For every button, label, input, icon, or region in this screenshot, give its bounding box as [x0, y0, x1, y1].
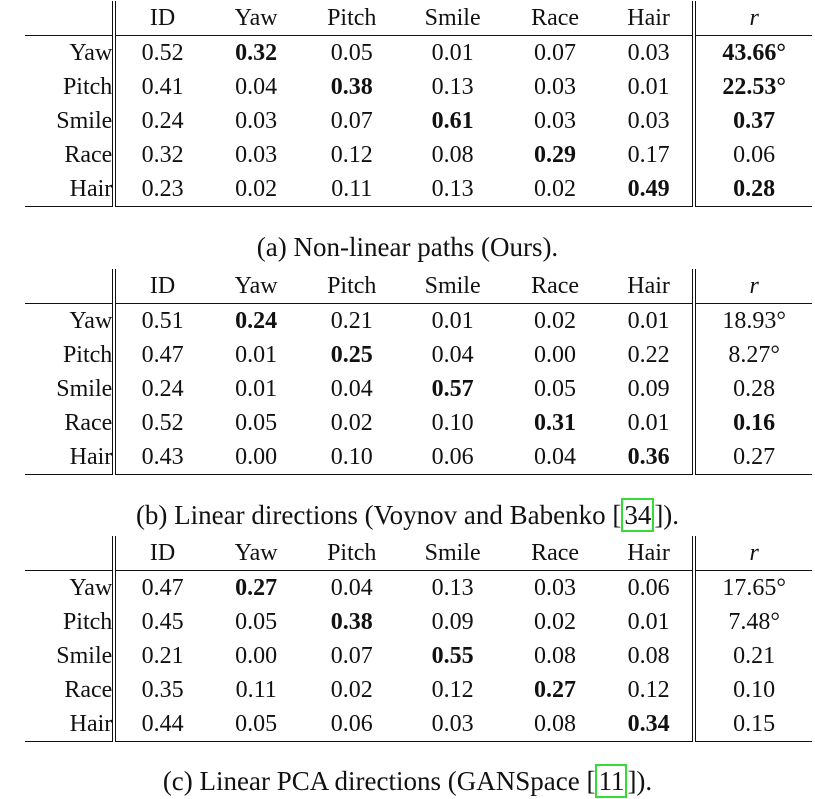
row-label: Pitch: [25, 605, 114, 639]
table-row: [25, 440, 812, 475]
table-cell-race: 0.02: [534, 308, 577, 334]
caption-text-end: ]).: [654, 500, 680, 530]
table-cell-pitch: 0.38: [330, 74, 373, 100]
table-cell-r: 0.15: [694, 707, 812, 742]
results-table: [25, 1, 812, 207]
table-row: [25, 605, 812, 639]
header-row: [25, 269, 812, 304]
table-row: [25, 36, 812, 71]
table-block-b: [0, 269, 815, 475]
table-cell-pitch: 0.25: [330, 342, 373, 368]
table-cell-race: 0.05: [534, 376, 577, 402]
table-cell-race: 0.04: [505, 440, 605, 475]
table-cell-id: 0.47: [141, 342, 184, 368]
table-cell-race: 0.07: [534, 40, 577, 66]
row-label: Race: [25, 673, 114, 707]
table-row: [25, 571, 812, 606]
table-cell-smile: 0.13: [431, 74, 474, 100]
table-cell-pitch: 0.04: [330, 376, 373, 402]
table-row: [25, 673, 812, 707]
table-cell-yaw: 0.00: [235, 643, 278, 669]
column-header-row-label: [25, 269, 114, 304]
table-cell-pitch: 0.05: [330, 40, 373, 66]
table-cell-yaw: 0.03: [235, 108, 278, 134]
table-cell-hair: 0.06: [627, 575, 670, 601]
row-label: Hair: [25, 172, 114, 207]
table-cell-pitch: 0.04: [330, 575, 373, 601]
table-cell-id: 0.47: [141, 575, 184, 601]
column-header-col-r: r: [694, 536, 812, 571]
table-cell-yaw: 0.03: [235, 142, 278, 168]
column-header-col-yaw: Yaw: [209, 1, 304, 36]
table-cell-yaw: 0.04: [235, 74, 278, 100]
table-cell-yaw: 0.02: [209, 172, 304, 207]
table-cell-smile: 0.04: [431, 342, 474, 368]
table-cell-id: 0.52: [141, 410, 184, 436]
table-cell-hair: 0.01: [627, 308, 670, 334]
table-cell-id: 0.24: [141, 376, 184, 402]
row-label: Pitch: [25, 70, 114, 104]
table-cell-r: 22.53°: [694, 70, 812, 104]
citation-link[interactable]: 34: [621, 498, 654, 532]
table-cell-yaw: 0.05: [235, 410, 278, 436]
table-cell-smile: 0.01: [431, 308, 474, 334]
table-cell-r: 0.37: [694, 104, 812, 138]
table-cell-hair: 0.12: [627, 677, 670, 703]
table-cell-r: 0.10: [694, 673, 812, 707]
table-row: [25, 70, 812, 104]
table-cell-pitch: 0.07: [330, 108, 373, 134]
table-cell-hair: 0.01: [627, 410, 670, 436]
caption-text: (a) Non-linear paths (Ours).: [256, 232, 559, 262]
column-header-row-label: [25, 536, 114, 571]
table-cell-race: 0.08: [505, 707, 605, 742]
table-cell-smile: 0.10: [431, 410, 474, 436]
table-cell-yaw: 0.01: [235, 376, 278, 402]
caption-c: [0, 764, 815, 798]
column-header-col-pitch: Pitch: [303, 536, 400, 571]
caption-b: [0, 498, 815, 532]
table-row: [25, 304, 812, 339]
table-cell-hair: 0.09: [627, 376, 670, 402]
column-header-col-race: Race: [505, 269, 605, 304]
table-cell-race: 0.00: [534, 342, 577, 368]
table-cell-smile: 0.55: [431, 643, 474, 669]
table-cell-yaw: 0.05: [209, 707, 304, 742]
table-row: [25, 406, 812, 440]
table-row: [25, 138, 812, 172]
table-cell-id: 0.44: [114, 707, 209, 742]
caption-a: [0, 230, 815, 264]
table-cell-smile: 0.08: [431, 142, 474, 168]
table-cell-r: 0.28: [694, 172, 812, 207]
table-cell-hair: 0.34: [605, 707, 694, 742]
table-cell-race: 0.02: [505, 172, 605, 207]
table-row: [25, 104, 812, 138]
table-cell-race: 0.31: [534, 410, 577, 436]
row-label: Pitch: [25, 338, 114, 372]
table-cell-id: 0.43: [114, 440, 209, 475]
table-cell-id: 0.21: [141, 643, 184, 669]
table-cell-r: 0.16: [694, 406, 812, 440]
table-cell-smile: 0.12: [431, 677, 474, 703]
column-header-col-id: ID: [114, 1, 209, 36]
table-cell-yaw: 0.01: [235, 342, 278, 368]
column-header-col-smile: Smile: [400, 536, 505, 571]
table-cell-id: 0.41: [141, 74, 184, 100]
table-cell-smile: 0.61: [431, 108, 474, 134]
table-cell-pitch: 0.21: [330, 308, 373, 334]
column-header-col-yaw: Yaw: [209, 536, 304, 571]
table-block-a: [0, 1, 815, 207]
table-cell-pitch: 0.06: [303, 707, 400, 742]
table-cell-hair: 0.01: [627, 74, 670, 100]
column-header-col-pitch: Pitch: [303, 1, 400, 36]
table-cell-pitch: 0.11: [303, 172, 400, 207]
column-header-col-id: ID: [114, 269, 209, 304]
table-cell-pitch: 0.12: [330, 142, 373, 168]
header-row: [25, 1, 812, 36]
results-table: [25, 269, 812, 475]
table-cell-id: 0.23: [114, 172, 209, 207]
table-cell-yaw: 0.11: [235, 677, 277, 703]
table-cell-r: 0.21: [694, 639, 812, 673]
table-cell-race: 0.27: [534, 677, 577, 703]
table-cell-yaw: 0.24: [235, 308, 278, 334]
table-cell-pitch: 0.38: [330, 609, 373, 635]
row-label: Smile: [25, 639, 114, 673]
row-label: Smile: [25, 372, 114, 406]
column-header-col-race: Race: [505, 536, 605, 571]
table-cell-race: 0.29: [534, 142, 577, 168]
table-cell-r: 0.06: [694, 138, 812, 172]
caption-text: (b) Linear directions (Voynov and Babenko [: [135, 500, 622, 530]
table-cell-yaw: 0.27: [235, 575, 278, 601]
table-cell-r: 18.93°: [694, 304, 812, 339]
caption-text: (c) Linear PCA directions (GANSpace [: [162, 766, 596, 796]
row-label: Hair: [25, 440, 114, 475]
table-cell-hair: 0.17: [627, 142, 670, 168]
table-cell-id: 0.52: [141, 40, 184, 66]
column-header-col-race: Race: [505, 1, 605, 36]
table-cell-pitch: 0.10: [303, 440, 400, 475]
table-cell-race: 0.03: [534, 74, 577, 100]
table-cell-yaw: 0.00: [209, 440, 304, 475]
table-cell-smile: 0.09: [431, 609, 474, 635]
table-cell-hair: 0.01: [627, 609, 670, 635]
table-cell-smile: 0.01: [431, 40, 474, 66]
table-cell-yaw: 0.32: [235, 40, 278, 66]
column-header-col-pitch: Pitch: [303, 269, 400, 304]
table-cell-yaw: 0.05: [235, 609, 278, 635]
table-cell-r: 43.66°: [694, 36, 812, 71]
column-header-col-r: r: [694, 269, 812, 304]
row-label: Yaw: [25, 36, 114, 71]
results-table: [25, 536, 812, 742]
table-cell-hair: 0.22: [627, 342, 670, 368]
table-cell-id: 0.35: [141, 677, 184, 703]
table-cell-hair: 0.03: [627, 40, 670, 66]
column-header-col-hair: Hair: [605, 269, 694, 304]
column-header-col-smile: Smile: [400, 269, 505, 304]
table-block-c: [0, 536, 815, 742]
table-cell-race: 0.08: [534, 643, 577, 669]
table-cell-smile: 0.03: [400, 707, 505, 742]
row-label: Race: [25, 406, 114, 440]
column-header-col-yaw: Yaw: [209, 269, 304, 304]
column-header-row-label: [25, 1, 114, 36]
row-label: Hair: [25, 707, 114, 742]
table-cell-r: 0.27: [694, 440, 812, 475]
table-cell-id: 0.24: [141, 108, 184, 134]
table-cell-r: 0.28: [694, 372, 812, 406]
table-cell-r: 7.48°: [694, 605, 812, 639]
table-cell-hair: 0.49: [605, 172, 694, 207]
table-cell-smile: 0.13: [431, 575, 474, 601]
row-label: Race: [25, 138, 114, 172]
table-cell-hair: 0.03: [627, 108, 670, 134]
table-cell-pitch: 0.02: [330, 677, 373, 703]
table-cell-pitch: 0.07: [330, 643, 373, 669]
caption-text-end: ]).: [627, 766, 653, 796]
table-cell-smile: 0.13: [400, 172, 505, 207]
table-cell-smile: 0.57: [431, 376, 474, 402]
row-label: Yaw: [25, 571, 114, 606]
table-cell-race: 0.02: [534, 609, 577, 635]
table-row: [25, 707, 812, 742]
table-cell-id: 0.45: [141, 609, 184, 635]
table-cell-smile: 0.06: [400, 440, 505, 475]
table-cell-hair: 0.36: [605, 440, 694, 475]
table-cell-pitch: 0.02: [330, 410, 373, 436]
table-row: [25, 172, 812, 207]
table-cell-id: 0.32: [141, 142, 184, 168]
table-cell-race: 0.03: [534, 575, 577, 601]
row-label: Smile: [25, 104, 114, 138]
header-row: [25, 536, 812, 571]
table-row: [25, 338, 812, 372]
table-cell-hair: 0.08: [627, 643, 670, 669]
column-header-col-r: r: [694, 1, 812, 36]
table-cell-id: 0.51: [141, 308, 184, 334]
column-header-col-smile: Smile: [400, 1, 505, 36]
table-cell-race: 0.03: [534, 108, 577, 134]
citation-link[interactable]: 11: [595, 764, 627, 798]
table-row: [25, 639, 812, 673]
table-cell-r: 8.27°: [694, 338, 812, 372]
table-row: [25, 372, 812, 406]
column-header-col-id: ID: [114, 536, 209, 571]
row-label: Yaw: [25, 304, 114, 339]
column-header-col-hair: Hair: [605, 536, 694, 571]
table-cell-r: 17.65°: [694, 571, 812, 606]
column-header-col-hair: Hair: [605, 1, 694, 36]
